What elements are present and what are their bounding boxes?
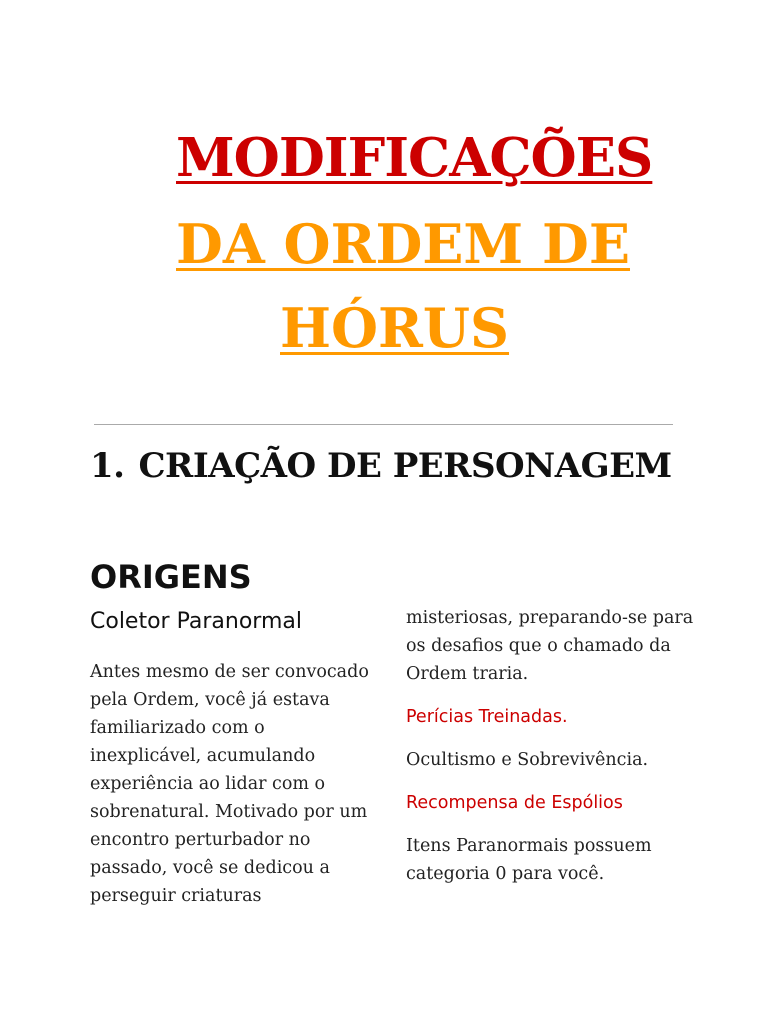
section-number: 1.	[90, 446, 125, 486]
trained-skills-value: Ocultismo e Sobrevivência.	[406, 750, 649, 770]
origins-heading: ORIGENS	[90, 558, 252, 596]
section-heading	[90, 440, 672, 492]
title-line-3: HÓRUS	[280, 296, 510, 360]
title-line-2: DA ORDEM DE	[176, 212, 630, 276]
trained-skills-label: Perícias Treinadas.	[406, 707, 568, 727]
section-title: CRIAÇÃO DE PERSONAGEM	[138, 446, 672, 486]
origin-name: Coletor Paranormal	[90, 609, 302, 634]
origin-description-part-2: misteriosas, preparando-se para os desafios que o chamado da Ordem traria.	[406, 608, 694, 684]
title-line-1: MODIFICAÇÕES	[176, 127, 653, 189]
horizontal-divider	[94, 424, 673, 425]
right-column	[406, 604, 696, 903]
origin-description-part-1: Antes mesmo de ser convocado pela Ordem, você já estava familiarizado com o inexplicável, acumulando experiência ao lidar com o sobrenatural. Motivado por um encontro perturbador no passado, você se dedicou a perseguir criaturas	[90, 662, 369, 906]
reward-label: Recompensa de Espólios	[406, 793, 623, 813]
left-column	[90, 604, 380, 910]
reward-value: Itens Paranormais possuem categoria 0 para você.	[406, 836, 652, 884]
